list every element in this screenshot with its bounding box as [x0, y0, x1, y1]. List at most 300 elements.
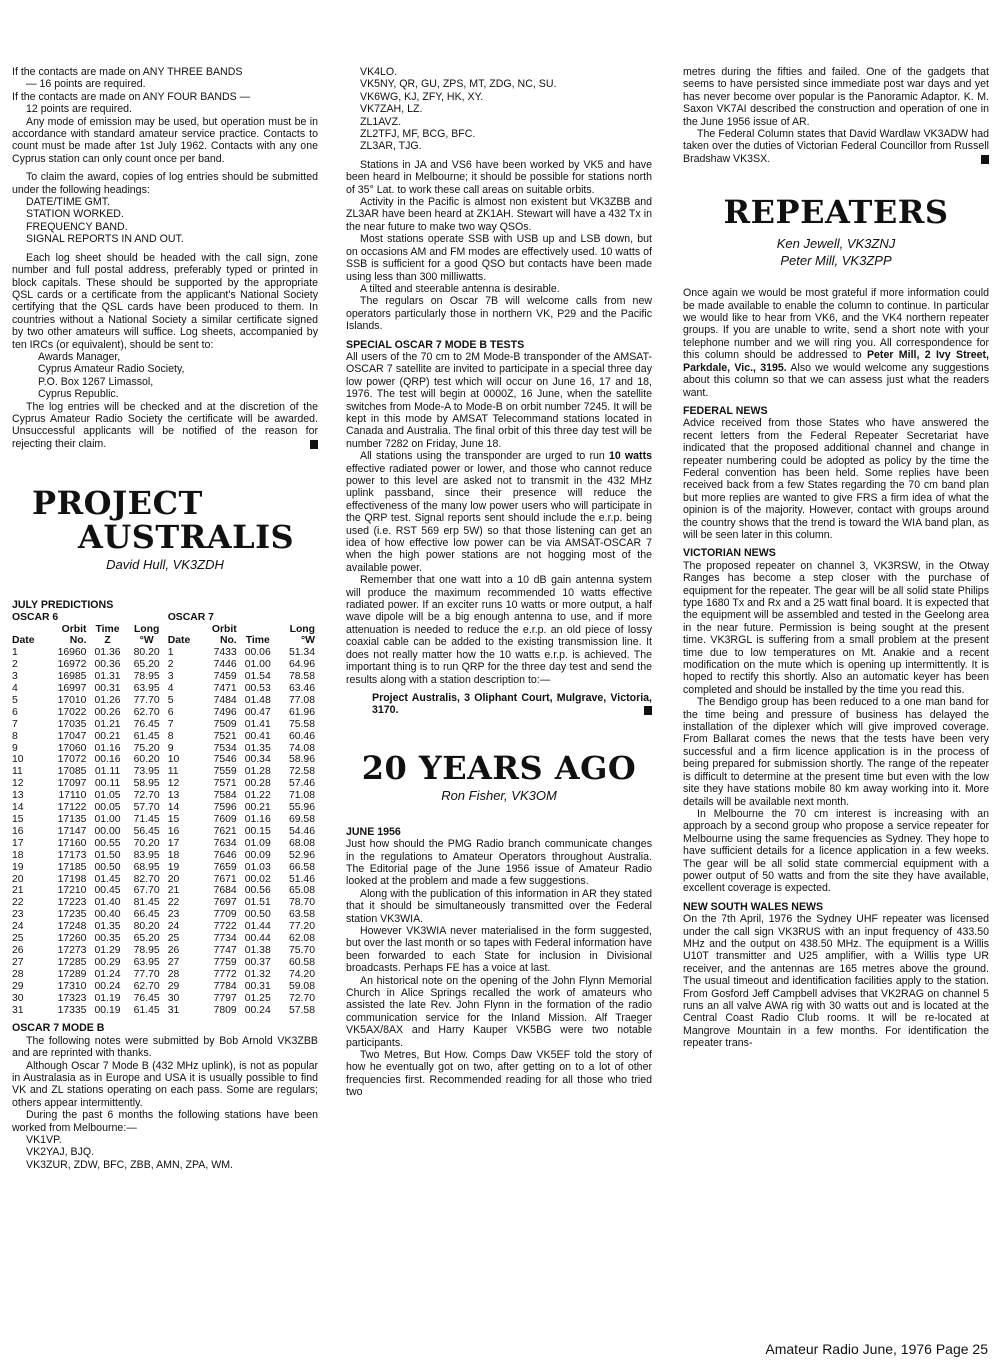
paragraph: The following notes were submitted by Bob Arnold VK3ZBB and are reprinted with thanks. [12, 1034, 318, 1060]
station-line: VK3ZUR, ZDW, BFC, ZBB, AMN, ZPA, WM. [26, 1158, 233, 1171]
table-cell: 01.41 [244, 718, 271, 730]
station-line: ZL2TFJ, MF, BCG, BFC. [360, 128, 476, 141]
table-cell: 66.45 [133, 909, 160, 921]
station-line: ZL1AVZ. [360, 115, 402, 128]
table-cell: 13 [12, 790, 24, 802]
table-cell: 10 [167, 754, 180, 766]
table-cell: 52.96 [288, 849, 315, 861]
table-cell: 19 [12, 861, 24, 873]
table-cell: 00.45 [94, 885, 121, 897]
column-header: Time [245, 635, 270, 647]
address-line: P.O. Box 1267 Limassol, [38, 375, 154, 388]
table-cell: 22 [167, 897, 180, 909]
table-row [12, 945, 318, 957]
table-heading: OSCAR 7 [167, 611, 214, 623]
table-cell: 8 [12, 730, 18, 742]
table-cell: 16972 [57, 659, 87, 671]
table-cell: 71.45 [133, 814, 160, 825]
paragraph-text: The Federal Column states that David Wardlaw VK3ADW had taken over the duties of Victorian Federal Councillor from Russell Bradshaw VK3SX. [683, 128, 989, 165]
log-heading: FREQUENCY BAND. [26, 220, 128, 233]
table-cell: 62.08 [288, 933, 315, 945]
table-cell: 77.70 [133, 694, 160, 706]
table-row [12, 814, 318, 826]
table-row [12, 838, 318, 850]
paragraph: The proposed repeater on channel 3, VK3RSW, in the Otway Ranges has become a step closer with the purchase of equipment for the repeater. The gear will be all solid state Philips type 1680 Tx and Rx and a 25 watt final board. It is expected that the equipment will be assembled and tested in the Geelong area in the near future. Permission is being sought at the present time. VK3RGL is suffering from a small problem at the present time due to low temperatures on Mt. Anakie and a recent modification on the mute which is opening up intermittently. It is hoped to rectify this shortly. Also an automatic keyer has been completed and should be installed by the time you read this. [683, 559, 989, 696]
table-cell: 18 [167, 849, 180, 861]
table-cell: 00.31 [94, 683, 121, 695]
table-cell: 7709 [213, 909, 237, 921]
table-row [12, 921, 318, 933]
table-cell: 01.29 [94, 944, 121, 956]
table-cell: 77.20 [288, 921, 315, 933]
table-cell: 00.26 [94, 706, 121, 718]
paragraph: metres during the fifties and failed. One of the gadgets that seems to have persisted since immediate post war days and yet has never become over popular is the Panoramic Adaptor. K. M. Saxon VK7AI described the construction and operation of one in the June 1956 issue of AR. [683, 66, 989, 128]
table-cell: 01.28 [244, 766, 271, 778]
emphasis: Peter Mill, 2 Ivy Street, Parkdale, Vic., 3195. [683, 349, 989, 374]
table-cell: 6 [12, 706, 18, 718]
table-cell: 23 [12, 909, 24, 921]
table-cell: 01.25 [244, 992, 271, 1004]
table-cell: 00.06 [244, 647, 271, 659]
table-cell: 77.70 [133, 968, 160, 980]
table-cell: 24 [167, 921, 180, 933]
table-cell: 17285 [57, 956, 87, 968]
table-cell: 01.16 [94, 742, 121, 754]
table-cell: 01.35 [94, 921, 121, 933]
table-cell: 74.20 [288, 968, 315, 980]
table-cell: 7521 [213, 730, 237, 742]
table-cell: 7446 [213, 659, 237, 671]
paragraph: The Bendigo group has been reduced to a one man band for the time being and pressure of business has delayed the installation of the diplexer which will give improved coverage. From Ballarat comes the news that the tests have been very successful and a firm licence application is in the process of being prepared for submission shortly. The range of the repeater is difficult to determine at the present time but even with the low site they have stations mobile 80 km away working into it. More details will be available next month. [683, 696, 989, 808]
table-cell: 7571 [213, 778, 237, 790]
byline: Peter Mill, VK3ZPP [780, 253, 892, 269]
column-header: Long [133, 623, 160, 635]
table-cell: 7546 [213, 754, 237, 766]
table-cell: 7646 [213, 849, 237, 861]
table-cell: 75.58 [288, 718, 315, 730]
station-line: VK7ZAH, LZ. [360, 103, 423, 116]
table-cell: 7697 [213, 897, 237, 909]
section-title: REPEATERS [723, 193, 949, 232]
station-list [12, 1134, 318, 1171]
table-row [12, 957, 318, 969]
column-left [12, 66, 318, 1171]
table-cell: 7747 [213, 944, 237, 956]
table-heading: OSCAR 6 [12, 611, 59, 623]
table-cell: 7671 [213, 873, 237, 885]
postal-address [12, 351, 318, 401]
table-cell: 7797 [213, 992, 237, 1004]
table-cell: 00.24 [244, 1004, 271, 1016]
table-cell: 00.35 [94, 933, 121, 945]
table-cell: 7509 [213, 718, 237, 730]
table-cell: 00.11 [94, 778, 121, 790]
paragraph: On the 7th April, 1976 the Sydney UHF repeater was licensed under the call sign VK3RUS with an input frequency of 433.50 MHz and the output on 438.50 MHz. The equipment is a Willis U10T transmitter and U25 amplifier, with a Willis type UR receiver, and the antennas are 165 metres above the ground. The usual timeout and identification facilities apply to the station. From Gosford Jeff Campbell advises that VK2RAG on channel 5 runs an all valve AWA rig with 30 watts out and is located at the Central Coast Radio Club rooms. It will be re-located at Mangrove Mountain in a few months. For identification the repeater trans- [683, 913, 989, 1050]
column-header: °W [301, 635, 315, 647]
table-cell: 20 [12, 873, 24, 885]
table-cell: 01.40 [94, 897, 121, 909]
table-cell: 14 [12, 802, 24, 814]
byline: Ron Fisher, VK3OM [441, 787, 557, 803]
table-cell: 1 [167, 647, 174, 659]
table-cell: 01.09 [244, 837, 271, 849]
table-cell: 00.40 [94, 909, 121, 921]
table-cell: 01.03 [244, 861, 271, 873]
table-cell: 7784 [213, 980, 237, 992]
end-of-article-mark [310, 440, 318, 449]
table-cell: 17273 [57, 944, 87, 956]
table-cell: 21 [167, 885, 180, 897]
paragraph [12, 401, 318, 451]
paragraph: During the past 6 months the following stations have been worked from Melbourne:— [12, 1109, 318, 1134]
table-cell: 3 [12, 671, 18, 683]
sub-heading: OSCAR 7 MODE B [12, 1022, 105, 1035]
table-cell: 27 [12, 956, 24, 968]
log-headings [12, 196, 318, 246]
table-cell: 20 [167, 873, 180, 885]
table-row [12, 969, 318, 981]
table-cell: 63.58 [288, 909, 315, 921]
table-cell: 00.21 [244, 802, 271, 814]
table-cell: 27 [167, 956, 180, 968]
table-cell: 26 [167, 944, 180, 956]
column-header: Orbit [211, 623, 237, 635]
table-cell: 58.95 [133, 778, 160, 790]
table-cell: 78.70 [288, 897, 315, 909]
log-heading: SIGNAL REPORTS IN AND OUT. [26, 233, 184, 246]
table-cell: 57.58 [288, 1004, 315, 1016]
column-header: Z [104, 635, 111, 647]
table-cell: 55.96 [288, 802, 315, 814]
table-cell: 59.08 [288, 980, 315, 992]
table-row [12, 671, 318, 683]
sub-heading: VICTORIAN NEWS [683, 547, 776, 560]
table-cell: 68.95 [133, 861, 160, 873]
table-cell: 30 [12, 992, 24, 1004]
table-row [12, 695, 318, 707]
station-line: VK6WG, KJ, ZFY, HK, XY. [360, 90, 484, 103]
sub-heading: JULY PREDICTIONS [12, 599, 114, 612]
table-cell: 17122 [57, 802, 87, 814]
table-cell: 19 [167, 861, 180, 873]
twenty-years-ago-header [346, 748, 652, 804]
table-cell: 11 [12, 766, 23, 778]
table-cell: 17160 [57, 837, 87, 849]
paragraph-text: effective radiated power or lower, and those who cannot reduce power to this level are asked not to transmit in the 432 MHz uplink passband, since their presence will reduce the effectiveness of the many low power users who will participate in the QRP test. Signal reports sent should include the e.r.p. being used (i.e. RST 569 erp 5W) so that those listening can get an idea of how effective low power can be via AMSAT-OSCAR 7 when the high power stations are not hogging most of the available power. [346, 462, 652, 574]
table-row [12, 766, 318, 778]
table-cell: 67.70 [133, 885, 160, 897]
column-header: °W [139, 635, 154, 647]
table-cell: 25 [167, 933, 180, 945]
table-cell: 60.20 [133, 754, 160, 766]
paragraph-text: Once again we would be most grateful if more information could be made available to enable the column to continue. In particular we would like to hear from VK6, and the VK4 northern repeater groups. If you are unable to write, send a short note with your telephone number and we will ring you. All correspondence for this column should be addressed to [683, 287, 989, 362]
table-cell: 7534 [213, 742, 237, 754]
table-cell: 00.16 [94, 754, 121, 766]
paragraph: If the contacts are made on ANY THREE BANDS [12, 66, 243, 78]
table-cell: 31 [167, 1004, 180, 1016]
table-cell: 01.19 [94, 992, 121, 1004]
table-cell: 01.44 [244, 921, 271, 933]
paragraph: All users of the 70 cm to 2M Mode-B transponder of the AMSAT-OSCAR 7 satellite are invited to participate in a special three day low power (QRP) test which will occur on June 16, 17 and 18, 1976. The test will begin at 0000Z, 16 June, when the satellite switches from Mode-A to Mode-B on orbit number 7245. It will be kept in this mode by AMSAT Telecommand stations located in Canada and Australia. The final orbit of this three day test will be number 7282 on Friday, June 18. [346, 350, 652, 450]
paragraph-text: Also we would welcome any suggestions about this column so that we can assess just what the readers want. [683, 361, 989, 399]
table-cell: 16 [167, 825, 180, 837]
table-cell: 78.95 [133, 671, 160, 683]
table-cell: 00.24 [94, 980, 121, 992]
table-cell: 6 [167, 706, 174, 718]
table-cell: 01.24 [94, 968, 121, 980]
column-header: Date [12, 635, 35, 647]
paragraph: Advice received from those States who have answered the recent letters from the Federal Repeater Secretariat have indicated that the proposed additional channel and change in repeater numbering could be adopted as policy by the time the Federal convention has been held. Some replies have been received back from a few States regarding the 70 cm band plan but more replies are wanted to give FRS a firm idea of what the opinion is of the majority. However, contact with groups around the country shows that the trend is toward the WIA band plan, as will be seen later in this column. [683, 417, 989, 541]
table-cell: 58.96 [288, 754, 315, 766]
table-cell: 5 [167, 694, 174, 706]
table-cell: 65.08 [288, 885, 315, 897]
paragraph: If the contacts are made on ANY FOUR BANDS — [12, 90, 251, 103]
table-cell: 00.02 [244, 873, 271, 885]
table-cell: 28 [12, 968, 24, 980]
table-cell: 7759 [213, 956, 237, 968]
table-cell: 01.05 [94, 790, 121, 802]
table-cell: 17047 [57, 730, 87, 742]
table-cell: 25 [12, 933, 24, 945]
end-of-article-mark [644, 706, 652, 715]
table-cell: 77.08 [288, 694, 315, 706]
table-cell: 12 [12, 778, 24, 790]
table-cell: 68.08 [288, 837, 315, 849]
table-cell: 00.28 [244, 778, 271, 790]
column-header: No. [219, 635, 237, 647]
table-cell: 7433 [213, 647, 237, 659]
table-cell: 81.45 [133, 897, 160, 909]
table-cell: 17198 [57, 873, 87, 885]
table-cell: 00.55 [94, 837, 121, 849]
table-row [12, 981, 318, 993]
table-cell: 3 [167, 671, 174, 683]
table-cell: 5 [12, 694, 18, 706]
table-cell: 01.36 [94, 647, 121, 659]
table-row [12, 909, 318, 921]
table-cell: 4 [167, 683, 174, 695]
table-cell: 24 [12, 921, 24, 933]
table-cell: 01.51 [244, 897, 271, 909]
table-cell: 7609 [213, 814, 237, 825]
table-cell: 17223 [57, 897, 87, 909]
table-cell: 17022 [57, 706, 87, 718]
table-cell: 54.46 [288, 825, 315, 837]
table-cell: 60.58 [288, 956, 315, 968]
address-line: Awards Manager, [38, 350, 121, 363]
table-row [12, 933, 318, 945]
table-cell: 17085 [57, 766, 87, 778]
table-cell: 22 [12, 897, 24, 909]
table-cell: 00.00 [94, 825, 121, 837]
table-cell: 17173 [57, 849, 87, 861]
section-title: PROJECT [32, 484, 203, 523]
table-cell: 01.54 [244, 671, 271, 683]
table-cell: 65.20 [133, 933, 160, 945]
table-cell: 17260 [57, 933, 87, 945]
table-cell: 4 [12, 683, 18, 695]
table-cell: 11 [167, 766, 179, 778]
table-row [12, 993, 318, 1005]
table-cell: 17110 [58, 790, 87, 802]
column-header: No. [69, 635, 87, 647]
table-cell: 00.29 [94, 956, 121, 968]
table-cell: 7596 [213, 802, 237, 814]
table-cell: 61.96 [288, 706, 315, 718]
table-cell: 17060 [57, 742, 87, 754]
table-cell: 00.31 [244, 980, 271, 992]
table-cell: 7496 [213, 706, 237, 718]
table-cell: 17210 [57, 885, 87, 897]
table-cell: 00.37 [244, 956, 271, 968]
table-cell: 01.50 [94, 849, 121, 861]
table-cell: 17135 [57, 814, 87, 825]
table-cell: 7722 [213, 921, 237, 933]
table-row [12, 707, 318, 719]
table-cell: 01.45 [94, 873, 121, 885]
table-row [12, 850, 318, 862]
table-cell: 72.70 [288, 992, 315, 1004]
table-cell: 00.34 [244, 754, 271, 766]
paragraph: The regulars on Oscar 7B will welcome calls from new operators particularly those in northern VK, P29 and the Pacific Islands. [346, 295, 652, 333]
paragraph: Although Oscar 7 Mode B (432 MHz uplink), is not as popular in Australasia as in Europe and USA it is usually possible to find VK and ZL stations operating on each pass. Some are regulars; others appear intermittently. [12, 1059, 318, 1109]
table-cell: 63.95 [133, 956, 160, 968]
table-cell: 8 [167, 730, 174, 742]
table-cell: 17248 [57, 921, 87, 933]
table-cell: 60.46 [288, 730, 315, 742]
paragraph: To claim the award, copies of log entries should be submitted under the following headings: [12, 171, 318, 196]
table-cell: 01.48 [244, 694, 271, 706]
table-cell: 71.08 [288, 790, 315, 802]
table-cell: 7621 [213, 825, 237, 837]
table-cell: 31 [12, 1004, 24, 1016]
table-cell: 01.00 [244, 659, 271, 671]
station-line: VK5NY, QR, GU, ZPS, MT, ZDG, NC, SU. [360, 78, 557, 91]
table-cell: 51.34 [288, 647, 315, 659]
paragraph [683, 287, 989, 399]
column-header: Time [95, 623, 120, 635]
table-cell: 17335 [57, 1004, 87, 1016]
table-row [12, 826, 318, 838]
table-cell: 9 [12, 742, 18, 754]
sub-heading: FEDERAL NEWS [683, 404, 768, 417]
table-cell: 17072 [57, 754, 87, 766]
table-cell: 63.95 [133, 683, 160, 695]
table-cell: 7584 [213, 790, 237, 802]
table-cell: 7734 [213, 933, 237, 945]
table-cell: 29 [12, 980, 24, 992]
table-cell: 16960 [57, 647, 87, 659]
table-cell: 78.95 [133, 944, 160, 956]
paragraph: Remember that one watt into a 10 dB gain antenna system will produce the maximum recommended 10 watts effective radiated power. If an exciter runs 10 watts or more output, a half wave dipole will be a big enough antenna to use, and if more attenuation is needed to reduce the e.r.p. an old piece of lossy coaxial cable can be added to the existing transmission line. It does not really matter how the 10 watts e.r.p. is achieved. The important thing is to run QRP for the three day test and send the results along with a station description to:— [346, 574, 652, 686]
table-cell: 01.31 [94, 671, 121, 683]
table-cell: 56.45 [133, 825, 160, 837]
table-cell: 70.20 [133, 837, 160, 849]
table-cell: 57.70 [133, 802, 160, 814]
sub-heading: JUNE 1956 [346, 825, 401, 838]
table-cell: 17310 [57, 980, 87, 992]
table-cell: 00.19 [94, 1004, 121, 1016]
table-cell: 69.58 [288, 814, 315, 825]
table-cell: 01.32 [244, 968, 271, 980]
table-row [12, 885, 318, 897]
paragraph: Most stations operate SSB with USB up and LSB down, but on occasions AM and FM modes are effectively used. 10 watts of SSB is sufficient for a good QSO but contacts have been made using less than 300 milliwatts. [346, 233, 652, 283]
paragraph: Each log sheet should be headed with the call sign, zone number and full postal address, preferably typed or printed in block capitals. These should be supported by the appropriate QSL cards or a certificate from the applicant's National Society certifying that the QSL cards have been produced to them. In countries without a National Society a similar certificate signed by two other amateurs will suffice. Log sheets, accompanied by ten IRCs (or equivalent), should be sent to: [12, 251, 318, 351]
table-cell: 01.38 [244, 944, 271, 956]
column-header: Orbit [61, 623, 87, 635]
table-cell: 72.70 [133, 790, 160, 802]
table-cell: 23 [167, 909, 180, 921]
column-right [683, 66, 989, 1050]
table-cell: 00.44 [244, 933, 271, 945]
paragraph: 12 points are required. [26, 103, 133, 116]
table-row [12, 743, 318, 755]
table-cell: 73.95 [133, 766, 160, 778]
table-cell: 17147 [57, 825, 87, 837]
table-cell: 01.00 [94, 814, 121, 825]
paragraph: An historical note on the opening of the John Flynn Memorial Church in Alice Springs recalled the work of amateurs who assisted the late Rev. John Flynn in the formation of the radio communication service for the Inland Mission. Alf Traeger VK5AX/8AX and Harry Kauper VK5BG were two notable participants. [346, 974, 652, 1049]
table-cell: 00.05 [94, 802, 121, 814]
table-cell: 51.46 [288, 873, 315, 885]
table-cell: 1 [12, 647, 18, 659]
paragraph [683, 128, 989, 165]
table-cell: 17097 [57, 778, 87, 790]
table-row [12, 778, 318, 790]
table-cell: 00.50 [244, 909, 271, 921]
table-cell: 66.58 [288, 861, 315, 873]
table-cell: 00.41 [244, 730, 271, 742]
table-cell: 00.09 [244, 849, 271, 861]
table-cell: 80.20 [133, 921, 160, 933]
sub-heading: NEW SOUTH WALES NEWS [683, 900, 824, 913]
paragraph: Stations in JA and VS6 have been worked by VK5 and have been heard in Melbourne; it should be possible for stations north of 35° Lat. to work these call areas on suitable orbits. [346, 158, 652, 196]
table-cell: 15 [12, 814, 24, 825]
table-cell: 00.47 [244, 706, 271, 718]
paragraph: — 16 points are required. [26, 78, 146, 91]
table-cell: 14 [167, 802, 180, 814]
paragraph: Along with the publication of this information in AR they stated that it should be simultaneously transmitted over the Federal station VK3WIA. [346, 887, 652, 925]
table-cell: 63.46 [288, 683, 315, 695]
table-row [12, 731, 318, 743]
table-cell: 16997 [57, 683, 87, 695]
paragraph: However VK3WIA never materialised in the form suggested, but over the last month or so tapes with Federal information have been forwarded to each State for inclusion in Divisional broadcasts. Perhaps FE has a voice at last. [346, 924, 652, 975]
table-cell: 00.53 [244, 683, 271, 695]
station-line: VK1VP. [26, 1134, 62, 1147]
project-australis-header [12, 486, 318, 573]
table-cell: 17289 [57, 968, 87, 980]
table-cell: 2 [12, 659, 18, 671]
table-cell: 00.36 [94, 659, 121, 671]
table-cell: 01.11 [94, 766, 121, 778]
table-row [12, 719, 318, 731]
paragraph: In Melbourne the 70 cm interest is increasing with an approach by a second group who propose a service repeater for Melbourne using the same frequencies as Sydney. They hope to have sufficient details for a licence application in a few weeks. The gear will be all solid state commercial equipment with a power output of 50 watts and from the site they have available, excellent coverage is expected. [683, 807, 989, 895]
table-cell: 2 [167, 659, 174, 671]
end-of-article-mark [981, 155, 989, 164]
table-cell: 28 [167, 968, 180, 980]
table-cell: 7 [167, 718, 174, 730]
table-cell: 21 [12, 885, 24, 897]
table-cell: 26 [12, 944, 24, 956]
table-cell: 7484 [213, 694, 237, 706]
table-row [12, 683, 318, 695]
table-cell: 17323 [57, 992, 87, 1004]
table-cell: 64.96 [288, 659, 315, 671]
table-row [12, 1005, 318, 1017]
table-cell: 7659 [213, 861, 237, 873]
emphasis: 10 watts [608, 450, 653, 463]
table-cell: 61.45 [133, 730, 160, 742]
log-heading: DATE/TIME GMT. [26, 196, 110, 209]
